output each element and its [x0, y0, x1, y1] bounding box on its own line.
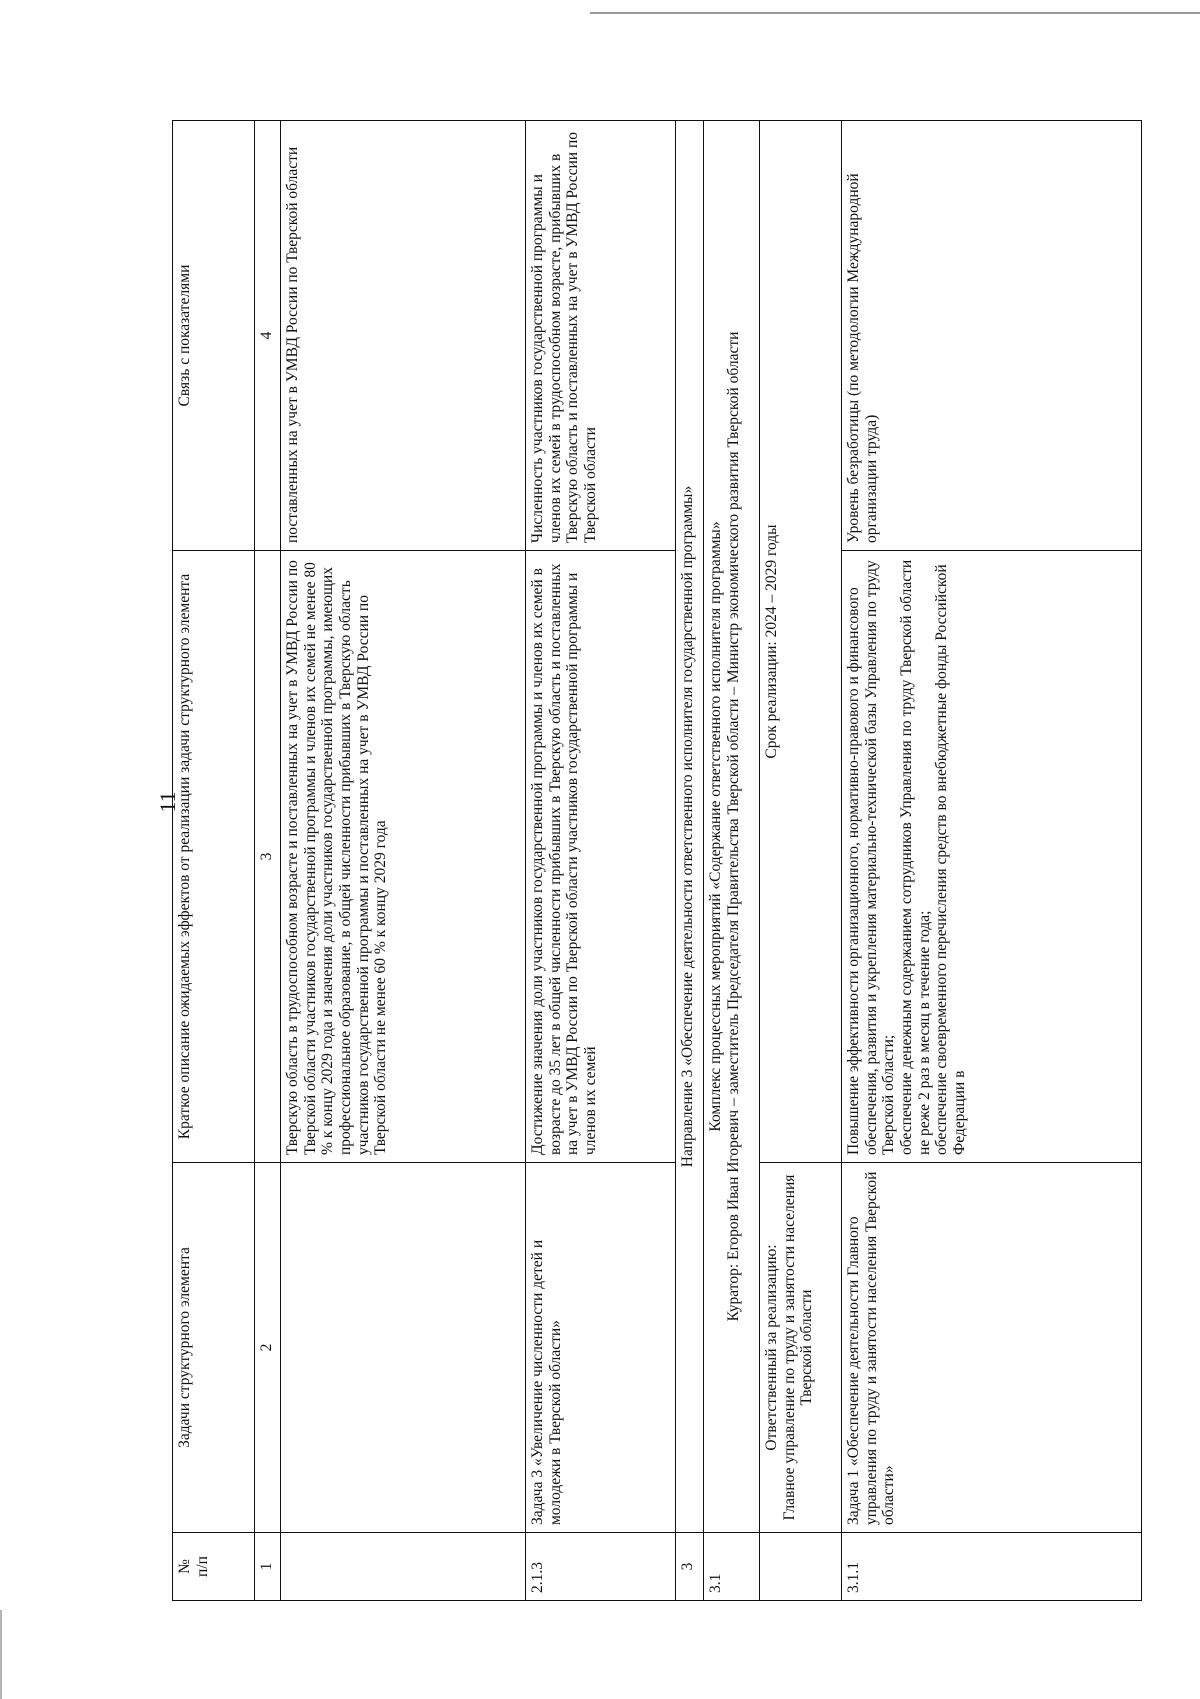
column-number: 2 — [255, 1163, 281, 1533]
row-effects: Тверскую область в трудоспособном возрасте и поставленных на учет в УМВД России по Тверской области участников государственной программы и членов их семей не менее 80 % к концу 2029 года и значения доли участников государственной программы, имеющих профессиональное образование, в общей численности прибывших в Тверскую область участников государственной программы и поставленных на учет в УМВД России по Тверской области не менее 60 % к концу 2029 года — [281, 551, 526, 1163]
row-task — [281, 1163, 526, 1533]
row-number: 3.1 — [704, 1533, 760, 1601]
row-effects: Достижение значения доли участников государственной программы и членов их семей в возрасте до 35 лет в общей численности прибывших в Тверскую область и поставленных на учет в УМВД России по Тверской области участников государственной программы и членов их семей — [526, 551, 676, 1163]
implementation-term: Срок реализации: 2024 – 2029 годы — [760, 121, 842, 1163]
responsible-row — [760, 121, 842, 1601]
header-tasks: Задачи структурного элемента — [173, 1163, 255, 1533]
column-numbers-row — [255, 121, 281, 1601]
row-indicators: поставленных на учет в УМВД России по Тверской области — [281, 121, 526, 551]
direction-row — [676, 121, 704, 1601]
header-indicators: Связь с показателями — [173, 121, 255, 551]
column-number: 4 — [255, 121, 281, 551]
row-number — [281, 1533, 526, 1601]
effects-line: обеспечение денежным содержанием сотрудников Управления по труду Тверской области — [897, 559, 915, 1155]
row-task: Задача 1 «Обеспечение деятельности Главного управления по труду и занятости населения Тверской области» — [842, 1163, 1142, 1533]
page-number: 11 — [155, 791, 180, 813]
table-row — [281, 121, 526, 1601]
responsible-cell — [760, 1163, 842, 1533]
scan-edge — [0, 1610, 2, 1699]
row-number: 3.1.1 — [842, 1533, 1142, 1601]
table-row — [842, 121, 1142, 1601]
complex-title: Комплекс процессных мероприятий «Содержание ответственного исполнителя программы» — [707, 521, 724, 1132]
row-number — [760, 1533, 842, 1601]
complex-description — [704, 121, 760, 1533]
rotated-table-frame — [172, 121, 1142, 1601]
complex-row — [704, 121, 760, 1601]
header-effects: Краткое описание ожидаемых эффектов от реализации задачи структурного элемента — [173, 551, 255, 1163]
column-number: 3 — [255, 551, 281, 1163]
table-row — [526, 121, 676, 1601]
effects-line: обеспечение своевременного перечисления средств во внебюджетные фонды Российской Федерации в — [933, 564, 968, 1155]
column-number: 1 — [255, 1533, 281, 1601]
header-number: № п/п — [173, 1533, 255, 1601]
complex-curator: Куратор: Егоров Иван Игоревич – заместитель Председателя Правительства Тверской области – Министр экономического развития Тверской области — [724, 331, 742, 1322]
row-number: 2.1.3 — [526, 1533, 676, 1601]
direction-title: Направление 3 «Обеспечение деятельности ответственного исполнителя государственной программы» — [676, 121, 704, 1533]
row-indicators: Уровень безработицы (по методологии Международной организации труда) — [842, 121, 1142, 551]
table-wrapper — [172, 121, 1142, 1601]
effects-line: не реже 2 раз в месяц в течение года; — [915, 910, 933, 1155]
row-effects — [842, 551, 1142, 1163]
responsible-label: Ответственный за реализацию: — [763, 1244, 780, 1451]
responsible-org: Главное управление по труду и занятости населения Тверской области — [780, 1174, 816, 1521]
row-number: 3 — [676, 1533, 704, 1601]
scan-edge — [590, 12, 1200, 14]
structural-elements-table — [172, 120, 1142, 1601]
row-task: Задача 3 «Увеличение численности детей и молодежи в Тверской области» — [526, 1163, 676, 1533]
row-indicators: Численность участников государственной программы и членов их семей в трудоспособном возрасте, прибывших в Тверскую область и поставленных на учет в УМВД России по Тверской области — [526, 121, 676, 551]
effects-line: Повышение эффективности организационного, нормативно-правового и финансового обеспечения, развития и укрепления материально-технической базы Управления по труду Тверской области; — [845, 560, 898, 1155]
header-row — [173, 121, 255, 1601]
